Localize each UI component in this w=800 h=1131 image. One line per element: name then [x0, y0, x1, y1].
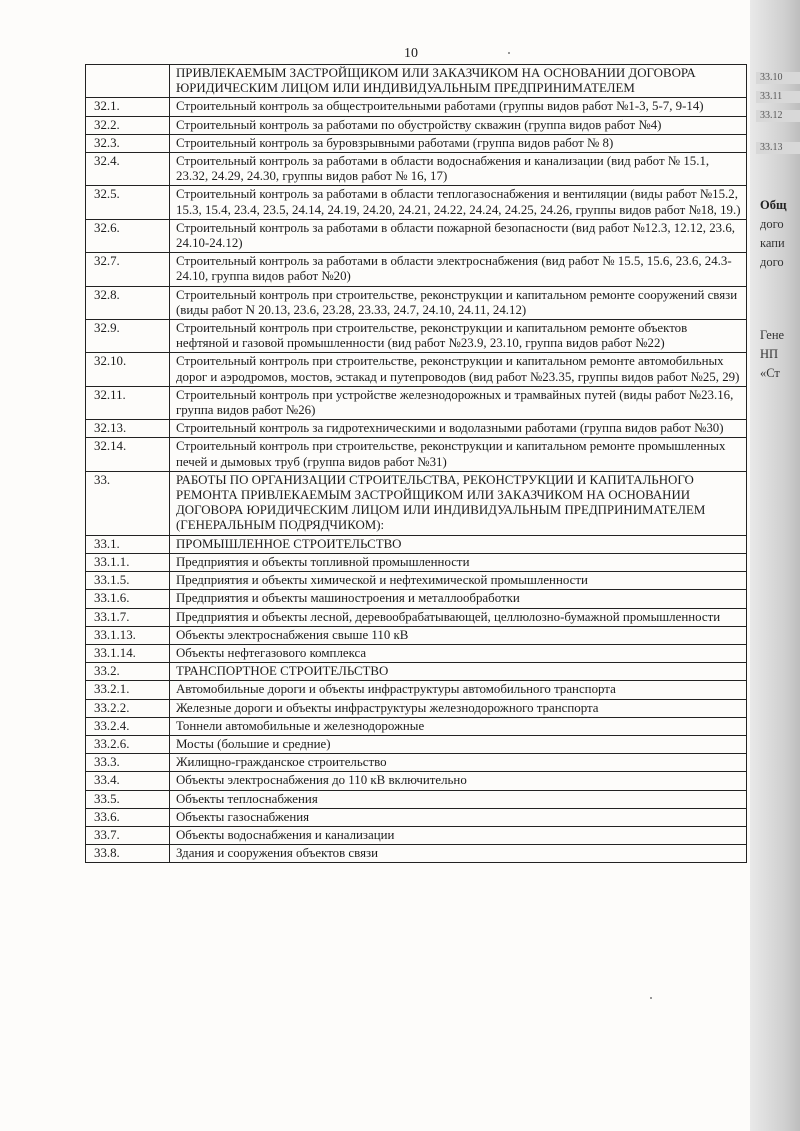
- row-number: 32.5.: [86, 186, 170, 219]
- row-number: 33.4.: [86, 772, 170, 790]
- row-number: 32.11.: [86, 386, 170, 419]
- table-row: [86, 790, 747, 808]
- row-description: РАБОТЫ ПО ОРГАНИЗАЦИИ СТРОИТЕЛЬСТВА, РЕКОНСТРУКЦИИ И КАПИТАЛЬНОГО РЕМОНТА ПРИВЛЕКАЕМЫМ ЗАСТРОЙЩИКОМ ИЛИ ЗАКАЗЧИКОМ НА ОСНОВАНИИ ДОГОВОРА ЮРИДИЧЕСКИМ ЛИЦОМ ИЛИ ИНДИВИДУАЛЬНЫМ ПРЕДПРИНИМАТЕЛЕМ (ГЕНЕРАЛЬНЫМ ПОДРЯДЧИКОМ):: [170, 471, 747, 535]
- table-row: [86, 116, 747, 134]
- row-number: 33.2.1.: [86, 681, 170, 699]
- table-row: [86, 772, 747, 790]
- table-row: [86, 572, 747, 590]
- table-row: [86, 681, 747, 699]
- fragment-line: «Ст: [760, 366, 780, 380]
- row-description: Мосты (большие и средние): [170, 735, 747, 753]
- row-number: 32.3.: [86, 134, 170, 152]
- row-number: [86, 65, 170, 98]
- row-description: Строительный контроль при строительстве, реконструкции и капитальном ремонте промышленных печей и дымовых труб (группа видов работ №31): [170, 438, 747, 471]
- row-number: 32.14.: [86, 438, 170, 471]
- fragment-number: 33.11: [756, 91, 800, 103]
- work-types-table: [85, 64, 747, 863]
- row-number: 33.6.: [86, 808, 170, 826]
- fragment-line: Общ: [760, 198, 787, 212]
- table-row: [86, 186, 747, 219]
- row-description: Строительный контроль при строительстве, реконструкции и капитальном ремонте автомобильных дорог и аэродромов, мостов, эстакад и путепроводов (вид работ №23.35, группы видов работ №25, 29): [170, 353, 747, 386]
- scan-speck: [650, 997, 652, 999]
- row-description: Предприятия и объекты топливной промышленности: [170, 553, 747, 571]
- table-row: [86, 253, 747, 286]
- row-description: ПРИВЛЕКАЕМЫМ ЗАСТРОЙЩИКОМ ИЛИ ЗАКАЗЧИКОМ НА ОСНОВАНИИ ДОГОВОРА ЮРИДИЧЕСКИМ ЛИЦОМ ИЛИ ИНДИВИДУАЛЬНЫМ ПРЕДПРИНИМАТЕЛЕМ: [170, 65, 747, 98]
- row-description: Строительный контроль при строительстве, реконструкции и капитальном ремонте объектов нефтяной и газовой промышленности (вид работ №23.9, 23.10, группа видов работ №22): [170, 320, 747, 353]
- table-row: [86, 471, 747, 535]
- row-description: Предприятия и объекты химической и нефтехимической промышленности: [170, 572, 747, 590]
- row-description: Тоннели автомобильные и железнодорожные: [170, 717, 747, 735]
- table-row: [86, 717, 747, 735]
- table-row: [86, 845, 747, 863]
- row-description: Объекты водоснабжения и канализации: [170, 826, 747, 844]
- page-number: 10: [404, 46, 418, 61]
- row-description: Автомобильные дороги и объекты инфраструктуры автомобильного транспорта: [170, 681, 747, 699]
- fragment-line: капи: [760, 236, 785, 250]
- row-description: Железные дороги и объекты инфраструктуры железнодорожного транспорта: [170, 699, 747, 717]
- row-number: 32.9.: [86, 320, 170, 353]
- table-row: [86, 663, 747, 681]
- fragment-number: 33.12: [756, 110, 800, 122]
- row-description: Строительный контроль за общестроительными работами (группы видов работ №1-3, 5-7, 9-14): [170, 98, 747, 116]
- row-number: 33.1.14.: [86, 644, 170, 662]
- row-description: Строительный контроль за работами в области водоснабжения и канализации (вид работ № 15.1, 23.32, 24.29, 24.30, группы видов работ № 16, 17): [170, 153, 747, 186]
- table-row: [86, 590, 747, 608]
- fragment-number: 33.10: [756, 72, 800, 84]
- table-row: [86, 65, 747, 98]
- table-row: [86, 553, 747, 571]
- row-number: 32.4.: [86, 153, 170, 186]
- row-number: 33.8.: [86, 845, 170, 863]
- row-number: 32.8.: [86, 286, 170, 319]
- fragment-number: 33.13: [756, 142, 800, 154]
- row-number: 33.: [86, 471, 170, 535]
- row-number: 33.1.: [86, 535, 170, 553]
- row-description: Объекты нефтегазового комплекса: [170, 644, 747, 662]
- row-number: 33.1.7.: [86, 608, 170, 626]
- row-description: Строительный контроль за работами в области электроснабжения (вид работ № 15.5, 15.6, 23.6, 24.3-24.10, группа видов работ №20): [170, 253, 747, 286]
- row-number: 33.1.13.: [86, 626, 170, 644]
- table-row: [86, 626, 747, 644]
- row-description: Строительный контроль за буровзрывными работами (группа видов работ № 8): [170, 134, 747, 152]
- table-row: [86, 754, 747, 772]
- row-description: Строительный контроль при устройстве железнодорожных и трамвайных путей (виды работ №23.16, группа видов работ №26): [170, 386, 747, 419]
- fragment-line: Гене: [760, 328, 785, 342]
- table-row: [86, 535, 747, 553]
- row-description: Здания и сооружения объектов связи: [170, 845, 747, 863]
- row-number: 32.1.: [86, 98, 170, 116]
- table-row: [86, 134, 747, 152]
- table-row: [86, 320, 747, 353]
- table-row: [86, 386, 747, 419]
- row-number: 33.1.1.: [86, 553, 170, 571]
- table-row: [86, 699, 747, 717]
- table-row: [86, 644, 747, 662]
- table-row: [86, 808, 747, 826]
- row-description: Объекты электроснабжения свыше 110 кВ: [170, 626, 747, 644]
- row-description: Предприятия и объекты лесной, деревообрабатывающей, целлюлозно-бумажной промышленности: [170, 608, 747, 626]
- table-row: [86, 153, 747, 186]
- next-page-fragment: [756, 0, 800, 1131]
- row-description: Строительный контроль за работами в области пожарной безопасности (вид работ №12.3, 12.12, 23.6, 24.10-24.12): [170, 219, 747, 252]
- table-row: [86, 608, 747, 626]
- fragment-line: дого: [760, 217, 784, 231]
- row-number: 33.3.: [86, 754, 170, 772]
- table-body: [86, 65, 747, 863]
- row-number: 32.10.: [86, 353, 170, 386]
- table-row: [86, 353, 747, 386]
- row-description: ПРОМЫШЛЕННОЕ СТРОИТЕЛЬСТВО: [170, 535, 747, 553]
- table-row: [86, 219, 747, 252]
- row-number: 32.6.: [86, 219, 170, 252]
- table-row: [86, 438, 747, 471]
- row-description: Объекты электроснабжения до 110 кВ включительно: [170, 772, 747, 790]
- row-description: ТРАНСПОРТНОЕ СТРОИТЕЛЬСТВО: [170, 663, 747, 681]
- table-row: [86, 98, 747, 116]
- row-number: 32.2.: [86, 116, 170, 134]
- row-description: Объекты газоснабжения: [170, 808, 747, 826]
- row-number: 32.7.: [86, 253, 170, 286]
- row-description: Предприятия и объекты машиностроения и металлообработки: [170, 590, 747, 608]
- row-number: 33.2.6.: [86, 735, 170, 753]
- row-number: 33.2.2.: [86, 699, 170, 717]
- row-number: 33.5.: [86, 790, 170, 808]
- row-description: Жилищно-гражданское строительство: [170, 754, 747, 772]
- table-row: [86, 286, 747, 319]
- table-row: [86, 735, 747, 753]
- row-description: Строительный контроль за работами по обустройству скважин (группа видов работ №4): [170, 116, 747, 134]
- row-number: 33.1.5.: [86, 572, 170, 590]
- table-row: [86, 420, 747, 438]
- row-description: Строительный контроль при строительстве, реконструкции и капитальном ремонте сооружений связи (виды работ N 20.13, 23.6, 23.28, 23.33, 24.7, 24.10, 24.11, 24.12): [170, 286, 747, 319]
- row-number: 33.2.: [86, 663, 170, 681]
- row-description: Строительный контроль за гидротехническими и водолазными работами (группа видов работ №30): [170, 420, 747, 438]
- row-number: 33.2.4.: [86, 717, 170, 735]
- row-description: Строительный контроль за работами в области теплогазоснабжения и вентиляции (виды работ №15.2, 15.3, 15.4, 23.4, 23.5, 24.14, 24.19, 24.20, 24.21, 24.22, 24.24, 24.25, 24.26, группы видов работ №18, 19.): [170, 186, 747, 219]
- row-number: 33.1.6.: [86, 590, 170, 608]
- fragment-line: дого: [760, 255, 784, 269]
- table-row: [86, 826, 747, 844]
- row-description: Объекты теплоснабжения: [170, 790, 747, 808]
- scan-speck: [508, 52, 510, 54]
- fragment-line: НП: [760, 347, 779, 361]
- row-number: 33.7.: [86, 826, 170, 844]
- row-number: 32.13.: [86, 420, 170, 438]
